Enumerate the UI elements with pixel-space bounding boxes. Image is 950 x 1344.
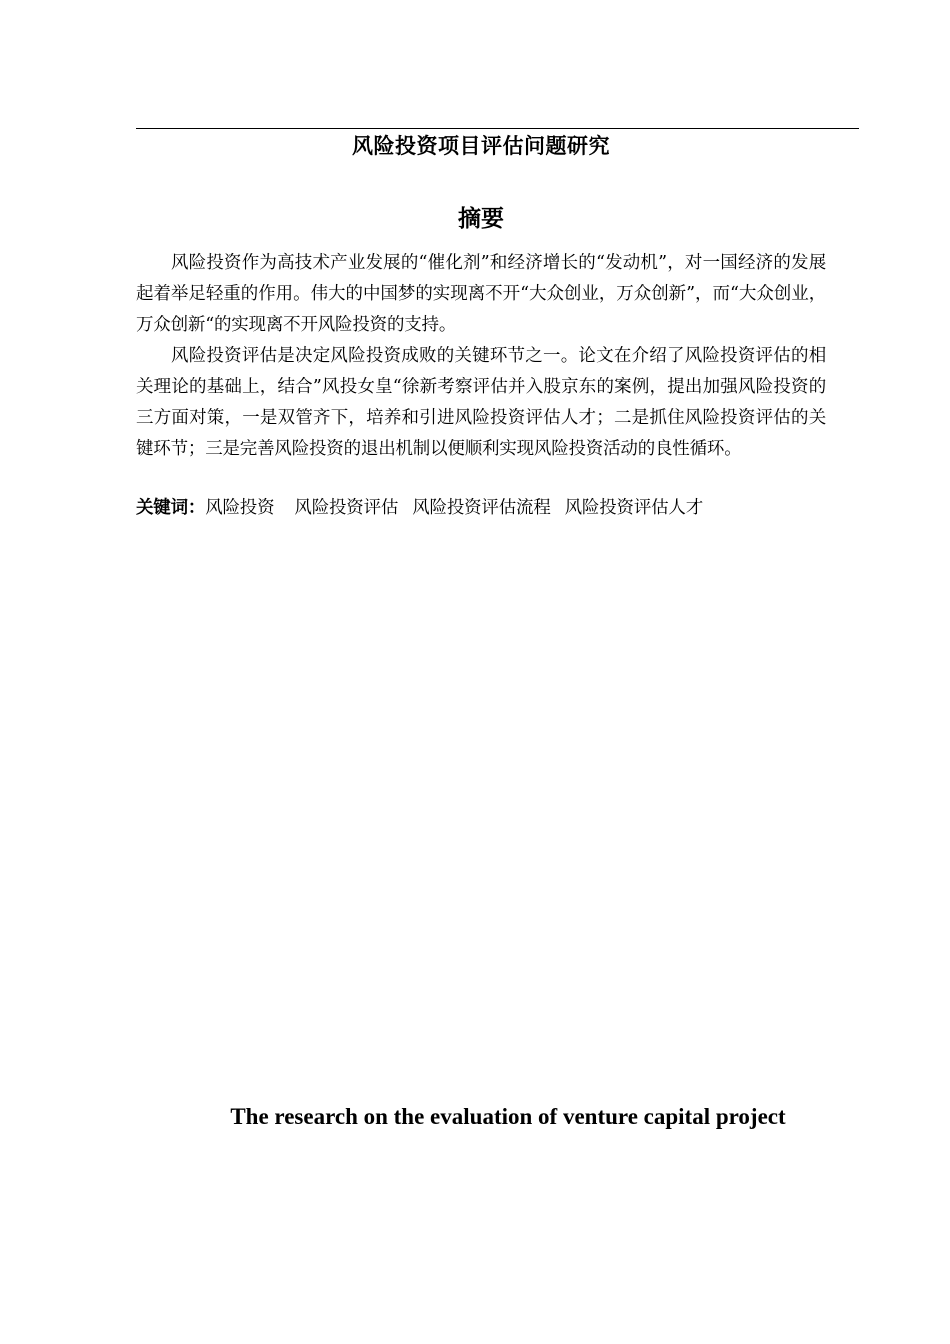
abstract-body: [136, 248, 826, 465]
keyword: 风险投资评估: [294, 498, 399, 518]
document-title: 风险投资项目评估问题研究: [352, 134, 610, 158]
abstract-paragraph: 风险投资评估是决定风险投资成败的关键环节之一。论文在介绍了风险投资评估的相关理论的基础上，结合”风投女皇“徐新考察评估并入股京东的案例，提出加强风险投资的三方面对策，一是双管齐下，培养和引进风险投资评估人才；二是抓住风险投资评估的关键环节；三是完善风险投资的退出机制以便顺利实现风险投资活动的良性循环。: [136, 346, 826, 459]
abstract-paragraph: 风险投资作为高技术产业发展的“催化剂”和经济增长的“发动机”，对一国经济的发展起着举足轻重的作用。伟大的中国梦的实现离不开“大众创业，万众创新”，而“大众创业，万众创新“的实现离不开风险投资的支持。: [136, 253, 826, 335]
keyword: 风险投资评估人才: [564, 498, 704, 518]
abstract-heading: 摘要: [458, 206, 504, 232]
english-title: The research on the evaluation of venture capital project: [230, 1104, 786, 1129]
keywords-label: 关键词：: [136, 498, 206, 518]
header-rule: [136, 128, 859, 129]
keyword: 风险投资评估流程: [412, 498, 551, 518]
keyword: 风险投资: [205, 498, 275, 518]
keywords-line: [136, 493, 836, 524]
